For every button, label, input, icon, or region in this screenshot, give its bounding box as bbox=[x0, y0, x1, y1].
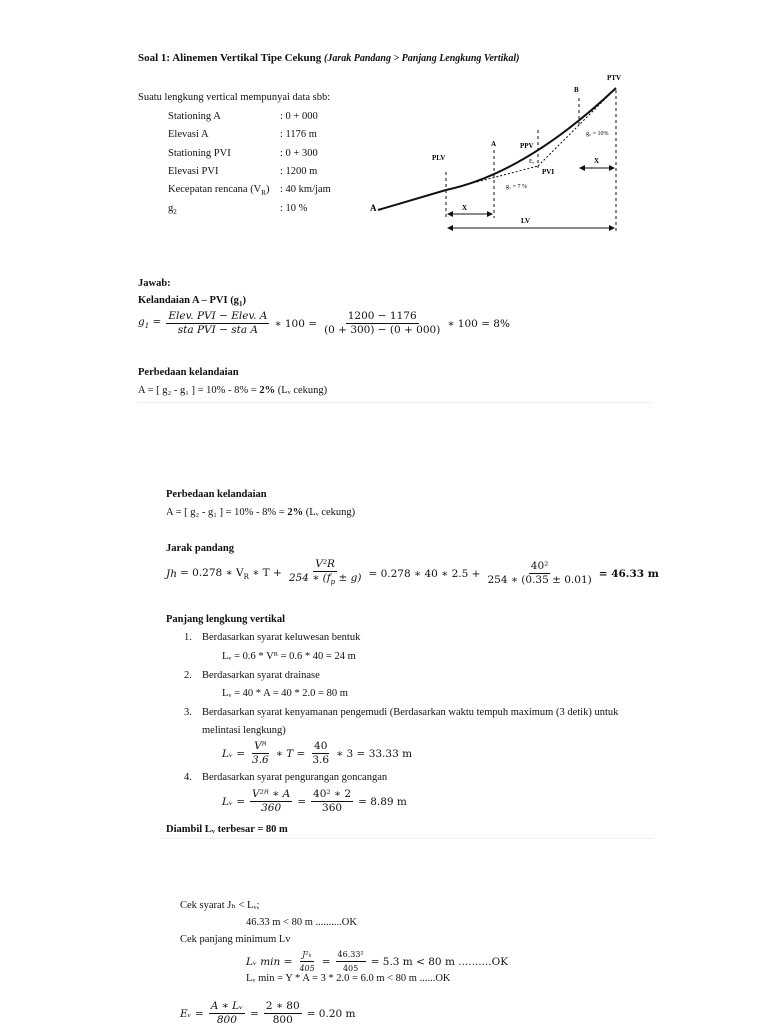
jh-formula bbox=[166, 558, 659, 589]
given-label: Elevasi PVI bbox=[168, 166, 219, 177]
jh-d1-text: 254 ∗ (f bbox=[288, 572, 331, 584]
label-g2: g₂ = 10% bbox=[586, 131, 609, 137]
cek-panjang-heading: Cek panjang minimum Lv bbox=[180, 934, 291, 945]
vertical-curve-diagram bbox=[366, 68, 632, 236]
label-a-left: A bbox=[370, 203, 377, 213]
perbedaan-pre: A = [ g₂ - g₁ ] = 10% - 8% = bbox=[166, 507, 288, 518]
eq-lv4 bbox=[222, 788, 407, 815]
eq-lhs: Lᵥ = bbox=[222, 795, 246, 808]
list-text: Berdasarkan syarat kenyamanan pengemudi (Berdasarkan waktu tempuh maximum (3 detik) untuk bbox=[202, 707, 619, 718]
diambil-line: Diambil Lᵥ terbesar = 80 m bbox=[166, 824, 288, 835]
eq-fraction bbox=[250, 740, 271, 767]
fraction-denominator bbox=[287, 572, 364, 589]
jarak-pandang-heading: Jarak pandang bbox=[166, 543, 234, 554]
fraction-numerator: 1200 − 1176 bbox=[347, 310, 417, 322]
fraction-denominator: 3.6 bbox=[252, 754, 269, 766]
eq-result: = 5.3 m < 80 m ..........OK bbox=[370, 955, 509, 968]
eq-lv1: Lᵥ = 0.6 * Vᴿ = 0.6 * 40 = 24 m bbox=[222, 651, 356, 662]
fraction-numerator: Vᴿ bbox=[254, 740, 267, 752]
title-text: Soal 1: Alinemen Vertikal Tipe Cekung bbox=[138, 52, 322, 64]
list-text: Berdasarkan syarat drainase bbox=[202, 670, 320, 681]
kelandaian-heading-sub: 1 bbox=[238, 300, 243, 309]
g1-formula bbox=[138, 310, 510, 337]
given-label-tail: ) bbox=[265, 184, 270, 195]
given-label bbox=[168, 184, 269, 197]
eq-mid: ∗ T = bbox=[275, 747, 306, 760]
perbedaan-value: 2% bbox=[287, 507, 304, 518]
intro-text: Suatu lengkung vertical mempunyai data sbb: bbox=[138, 92, 331, 103]
label-pvi: PVI bbox=[542, 168, 555, 176]
section-divider bbox=[160, 838, 654, 839]
jh-eq1-text: = 0.278 ∗ V bbox=[179, 566, 244, 579]
given-value: : 1176 m bbox=[280, 129, 317, 140]
g1-fraction-1 bbox=[166, 310, 269, 337]
label-plv: PLV bbox=[432, 154, 446, 162]
title-italic: (Jarak Pandang > Panjang Lengkung Vertikal) bbox=[324, 53, 520, 64]
item3-continuation: melintasi lengkung) bbox=[202, 725, 286, 736]
eq-lv3 bbox=[222, 740, 412, 767]
fraction-numerator: A ∗ Lᵥ bbox=[210, 1000, 243, 1012]
given-label bbox=[168, 203, 177, 216]
eq-lhs: Lᵥ = bbox=[222, 747, 246, 760]
cek-syarat-heading: Cek syarat Jₕ < Lᵥ; bbox=[180, 900, 260, 911]
page-title bbox=[138, 52, 519, 64]
eq-result: = 0.20 m bbox=[306, 1007, 356, 1020]
jawab-heading: Jawab: bbox=[138, 278, 171, 289]
list-text: Berdasarkan syarat keluwesan bentuk bbox=[202, 632, 361, 643]
eq-mid: = bbox=[250, 1007, 259, 1020]
jh-lhs: Jh bbox=[166, 567, 177, 580]
fraction-numerator: 46.33² bbox=[336, 948, 366, 962]
jh-d1-sub: p bbox=[330, 578, 336, 587]
fraction-numerator: V²R bbox=[315, 558, 335, 570]
list-number: 4. bbox=[184, 772, 192, 783]
section-divider bbox=[137, 402, 652, 403]
given-value: : 40 km/jam bbox=[280, 184, 331, 195]
given-label: Stationing PVI bbox=[168, 148, 231, 159]
g1-lhs: $g_1$ = bbox=[138, 316, 162, 331]
label-lv: LV bbox=[521, 217, 531, 225]
fraction-denominator: 405 bbox=[299, 964, 315, 973]
list-item bbox=[184, 670, 320, 681]
eq-fraction bbox=[311, 788, 353, 815]
fraction-numerator: 40 bbox=[314, 740, 328, 752]
g1-fraction-2 bbox=[322, 310, 442, 337]
given-label-text: g bbox=[168, 203, 174, 214]
g1-lhs-sub: 1 bbox=[144, 322, 150, 331]
fraction-numerator: 40² bbox=[530, 560, 549, 573]
given-label-text: Kecepatan rencana (V bbox=[168, 184, 262, 195]
fraction-denominator: 405 bbox=[342, 964, 359, 973]
jh-eq2: = 0.278 ∗ 40 ∗ 2.5 + bbox=[368, 567, 481, 580]
label-a-top: A bbox=[491, 140, 497, 148]
g1-lhs-text: g bbox=[138, 316, 145, 329]
cek-syarat-line: 46.33 m < 80 m ..........OK bbox=[246, 917, 357, 928]
jh-d1-tail: ± g) bbox=[335, 572, 362, 584]
tangent-g2 bbox=[538, 88, 616, 166]
grade-line-g1 bbox=[378, 190, 446, 210]
kelandaian-heading-tail: ) bbox=[242, 295, 246, 306]
given-label: Elevasi A bbox=[168, 129, 209, 140]
curve-line bbox=[446, 88, 616, 190]
kelandaian-heading-text: Kelandaian A – PVI (g bbox=[138, 295, 239, 306]
label-x2: X bbox=[594, 157, 600, 165]
list-item bbox=[184, 707, 618, 718]
lv-min-line-2: Lᵥ min = Y * A = 3 * 2.0 = 6.0 m < 80 m ......OK bbox=[246, 973, 451, 984]
jh-fraction-2 bbox=[485, 560, 593, 587]
eq-lhs: Eᵥ = bbox=[180, 1007, 204, 1020]
fraction-denominator: 800 bbox=[272, 1014, 293, 1026]
fraction-denominator: 360 bbox=[322, 802, 343, 814]
fraction-numerator: V²ᴿ ∗ A bbox=[252, 788, 291, 800]
perbedaan-heading-2: Perbedaan kelandaian bbox=[166, 489, 267, 500]
eq-mid: = bbox=[321, 955, 331, 968]
eq-mid: = bbox=[297, 795, 307, 808]
fraction-numerator: J²ₕ bbox=[300, 948, 314, 962]
fraction-numerator: Elev. PVI − Elev. A bbox=[168, 310, 268, 322]
given-label: Stationing A bbox=[168, 111, 221, 122]
given-value: : 1200 m bbox=[280, 166, 318, 177]
eq-result: = 8.89 m bbox=[358, 795, 407, 808]
fraction-numerator: 40² ∗ 2 bbox=[313, 788, 352, 800]
jh-eq1 bbox=[180, 567, 282, 581]
jh-eq1-tail: ∗ T + bbox=[248, 566, 282, 579]
perbedaan-pre: A = [ g₂ - g₁ ] = 10% - 8% = bbox=[138, 385, 260, 396]
perbedaan-line-1 bbox=[138, 385, 327, 396]
fraction-denominator: (0 + 300) − (0 + 000) bbox=[324, 324, 441, 336]
list-number: 3. bbox=[184, 707, 192, 718]
fraction-denominator: 360 bbox=[261, 802, 282, 814]
lv-min-formula bbox=[246, 948, 508, 975]
eq-result: ∗ 3 = 33.33 m bbox=[336, 747, 413, 760]
perbedaan-line-2 bbox=[166, 507, 355, 518]
label-b: B bbox=[574, 86, 579, 94]
eq-lv2: Lᵥ = 40 * A = 40 * 2.0 = 80 m bbox=[222, 688, 348, 699]
g1-mult1: ∗ 100 = bbox=[274, 317, 318, 330]
eq-fraction bbox=[310, 740, 331, 767]
jh-result: = 46.33 m bbox=[598, 567, 659, 580]
given-value: : 0 + 000 bbox=[280, 111, 318, 122]
eq-fraction bbox=[336, 948, 366, 975]
perbedaan-post: (Lᵥ cekung) bbox=[303, 507, 356, 518]
fraction-denominator: sta PVI − sta A bbox=[177, 324, 258, 336]
fraction-denominator: 800 bbox=[216, 1014, 237, 1026]
eq-fraction bbox=[250, 788, 292, 815]
eq-lhs: Lᵥ min = bbox=[246, 955, 293, 968]
given-label-sub: R bbox=[261, 189, 266, 198]
label-ptv: PTV bbox=[607, 74, 621, 82]
given-value: : 0 + 300 bbox=[280, 148, 318, 159]
jh-eq1-sub: R bbox=[243, 572, 249, 581]
fraction-numerator: 2 ∗ 80 bbox=[265, 1000, 300, 1012]
fraction-denominator: 254 ∗ (0.35 ± 0.01) bbox=[487, 574, 592, 587]
list-text: Berdasarkan syarat pengurangan goncangan bbox=[202, 772, 388, 783]
label-ppv: PPV bbox=[520, 142, 534, 150]
list-number: 2. bbox=[184, 670, 192, 681]
given-value: : 10 % bbox=[280, 203, 308, 214]
perbedaan-heading-1: Perbedaan kelandaian bbox=[138, 367, 239, 378]
g1-result: ∗ 100 = 8% bbox=[447, 317, 510, 330]
label-x1: X bbox=[462, 204, 468, 212]
list-item bbox=[184, 772, 387, 783]
perbedaan-post: (Lᵥ cekung) bbox=[275, 385, 328, 396]
given-label-sub: 2 bbox=[173, 208, 177, 217]
label-g1: g₁ = 7 % bbox=[506, 184, 527, 190]
eq-fraction bbox=[264, 1000, 302, 1027]
jh-fraction-1 bbox=[287, 558, 364, 589]
label-ev: Eᵥ bbox=[529, 159, 535, 165]
eq-fraction bbox=[209, 1000, 245, 1027]
panjang-heading: Panjang lengkung vertikal bbox=[166, 614, 286, 625]
perbedaan-value: 2% bbox=[259, 385, 276, 396]
list-number: 1. bbox=[184, 632, 192, 643]
fraction-denominator: 3.6 bbox=[312, 754, 330, 766]
list-item bbox=[184, 632, 360, 643]
ev-formula bbox=[180, 1000, 355, 1027]
kelandaian-heading bbox=[138, 295, 246, 308]
eq-fraction bbox=[297, 948, 316, 975]
